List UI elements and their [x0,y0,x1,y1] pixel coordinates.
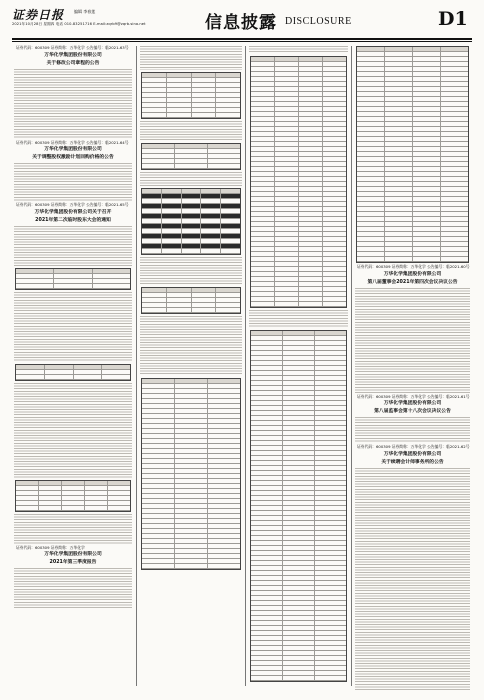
announcement-title: 第八届监事会第十八次会议决议公告 [374,409,451,415]
body-text [355,417,470,443]
masthead-rule-thin [12,41,472,42]
data-table [15,480,131,512]
announcement-title: 关于续聘会计师事务所的公告 [381,459,444,465]
date-contact-line: 2021年10月28日 星期四 电话 010-83251716 E-mail:zqrb9@zqrb.sina.net [12,22,146,26]
column-1 [12,44,134,690]
section-subtitle: DISCLOSURE [285,16,352,27]
body-text [14,69,132,139]
announcement-title: 万华化学集团股份有限公司 [383,271,442,277]
column-2 [138,44,244,690]
editor-line: 编辑 李春莲 [74,9,96,14]
body-text [140,121,242,141]
data-table [250,56,347,308]
data-table [15,268,131,290]
announcement-code: 证券代码：600309 证券简称：万华化学 [16,544,85,550]
data-table [141,188,241,255]
body-text [140,316,242,376]
announcement-code: 证券代码：600309 证券简称：万华化学 公告编号：临2021-62号 [357,444,470,450]
announcement-title: 万华化学集团股份有限公司关于召开 [34,209,112,215]
data-table [141,72,241,119]
data-table [250,330,347,682]
body-text [140,46,242,70]
body-text [249,46,348,54]
announcement-title: 万华化学集团股份有限公司 [383,401,442,407]
announcement-code: 证券代码：600309 证券简称：万华化学 公告编号：临2021-61号 [357,393,470,399]
announcement-title: 关于调整股权激励计划回购价格的公告 [32,155,114,161]
data-table [15,364,131,381]
announcement-title: 第八届董事会2021年第四次会议决议公告 [367,279,458,285]
column-4 [353,44,472,690]
announcement-code: 证券代码：600309 证券简称：万华化学 公告编号：临2021-60号 [357,264,470,269]
column-3 [247,44,350,690]
data-table [356,46,469,263]
masthead-rule [12,38,472,40]
page-number: D1 [438,8,468,30]
announcement-code: 证券代码：600309 证券简称：万华化学 公告编号：临2021-63号 [16,45,129,50]
column-divider [136,46,137,686]
column-divider [245,46,246,686]
announcement-title: 关于修改公司章程的公告 [46,60,100,66]
announcement-title: 2021年第三季度报告 [49,560,97,566]
body-text [14,226,132,266]
announcement-code: 证券代码：600309 证券简称：万华化学 公告编号：临2021-64号 [16,139,129,145]
column-divider [351,46,352,686]
announcement-code: 证券代码：600309 证券简称：万华化学 公告编号：临2021-65号 [16,202,129,208]
body-text [14,568,132,608]
body-text [14,383,132,478]
newspaper-logo: 证券日报 [12,8,65,22]
announcement-title: 万华化学集团股份有限公司 [44,52,102,58]
masthead [0,0,484,44]
data-table [141,287,241,314]
body-text [140,172,242,186]
body-text [14,292,132,362]
body-text [249,310,348,328]
announcement-title: 万华化学集团股份有限公司 [44,552,102,558]
body-text [14,514,132,544]
data-table [141,378,241,570]
section-title: 信息披露 [205,13,277,33]
announcement-title: 万华化学集团股份有限公司 [44,147,102,153]
announcement-title: 万华化学集团股份有限公司 [383,451,442,457]
data-table [141,143,241,170]
body-text [140,257,242,285]
body-text [355,288,470,393]
body-text [14,163,132,201]
announcement-title: 2021年第二次临时股东大会的通知 [35,217,111,223]
body-text [355,468,470,690]
